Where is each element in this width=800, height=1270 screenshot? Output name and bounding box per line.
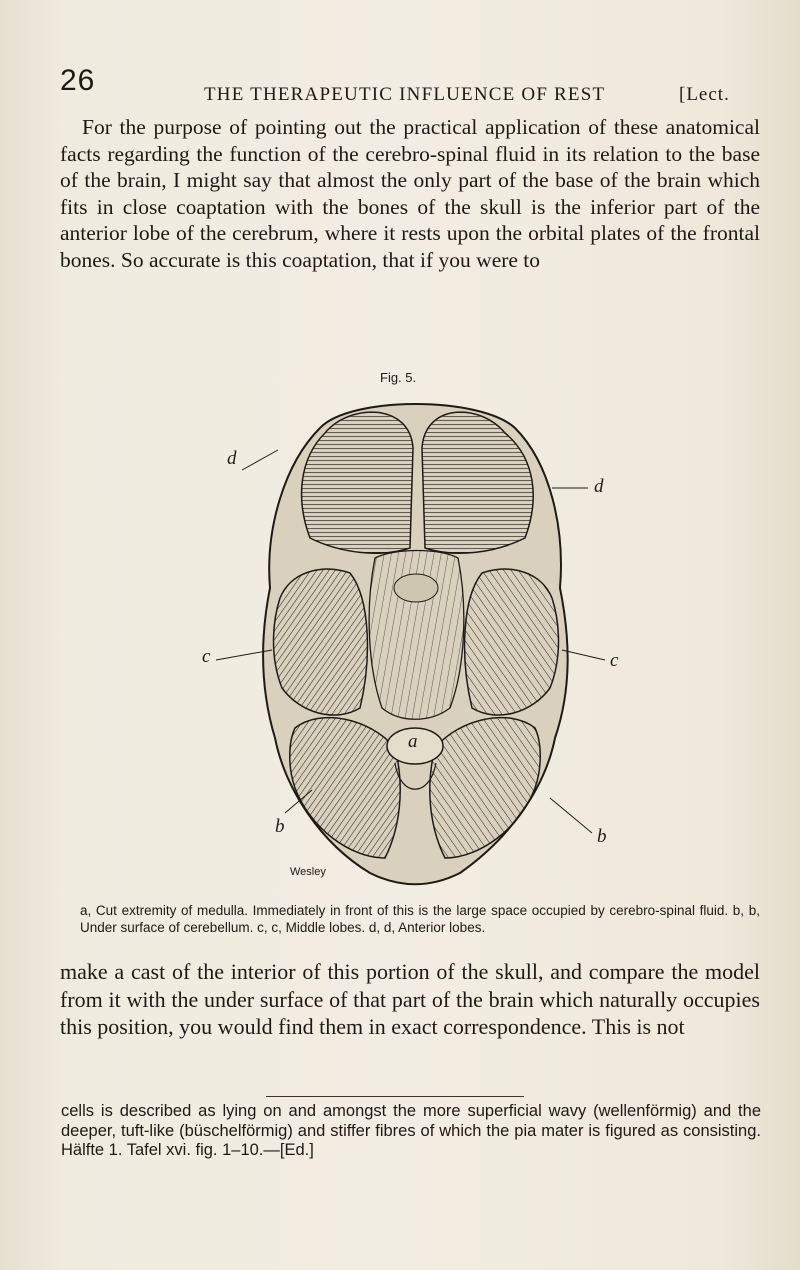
label-d-right: d: [594, 476, 604, 497]
footnote: cells is described as lying on and amongst the more superficial wavy (wellenförmig) and the deeper, tuft-like (büschelförmig) and stiffer fibres of which the pia mater is figured as consisting. Hälfte 1. Tafel xvi. fig. 1–10.—[Ed.]: [61, 1102, 761, 1159]
running-head: THE THERAPEUTIC INFLUENCE OF REST: [204, 84, 606, 105]
paragraph-top: For the purpose of pointing out the practical application of these anatomical facts regarding the function of the cerebro-spinal fluid in its relation to the base of the brain, I might say that almost the only part of the base of the brain which fits in close coaptation with the bones of the skull is the inferior part of the anterior lobe of the cerebrum, where it rests upon the orbital plates of the frontal bones. So accurate is this coaptation, that if you were to: [60, 115, 760, 272]
label-c-left: c: [202, 646, 211, 667]
artist-signature: Wesley: [290, 866, 326, 878]
figure-caption: a, Cut extremity of medulla. Immediately in front of this is the large space occupied by cerebro-spinal fluid. b, b, Under surface of cerebellum. c, c, Middle lobes. d, d, Anterior lobes.: [80, 903, 760, 935]
label-b-left: b: [275, 816, 285, 837]
brain-base-illustration: [200, 388, 630, 893]
brain-base-engraving: [200, 388, 630, 893]
lecture-tag: [Lect.: [679, 84, 730, 105]
footnote-divider: [266, 1096, 524, 1097]
page-number: 26: [60, 64, 96, 97]
label-b-right: b: [597, 826, 607, 847]
label-a: a: [408, 731, 418, 752]
figure-label: Fig. 5.: [380, 370, 417, 385]
label-d-left: d: [227, 448, 237, 469]
paragraph-bottom: make a cast of the interior of this portion of the skull, and compare the model from it with the under surface of that part of the brain which naturally occupies this position, you would find them in exact correspondence. This is not: [60, 959, 760, 1039]
label-c-right: c: [610, 650, 619, 671]
